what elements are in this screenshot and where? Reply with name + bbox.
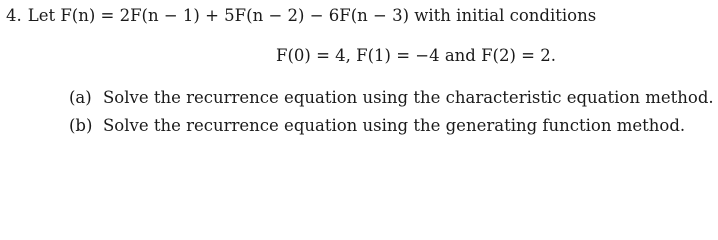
part-a-label: (a) bbox=[69, 88, 92, 107]
problem-statement-line bbox=[6, 6, 596, 26]
part-b-line bbox=[69, 116, 685, 136]
part-a-text: Solve the recurrence equation using the characteristic equation method. bbox=[103, 88, 714, 107]
problem-number: 4. bbox=[6, 6, 22, 25]
initial-conditions: F(0) = 4, F(1) = −4 and F(2) = 2. bbox=[276, 46, 556, 65]
part-b-label: (b) bbox=[69, 116, 93, 135]
part-a-line bbox=[69, 88, 714, 108]
recurrence-statement: Let F(n) = 2F(n − 1) + 5F(n − 2) − 6F(n − 3) with initial conditions bbox=[27, 6, 597, 25]
initial-conditions-line bbox=[276, 46, 556, 66]
part-b-text: Solve the recurrence equation using the generating function method. bbox=[103, 116, 686, 135]
